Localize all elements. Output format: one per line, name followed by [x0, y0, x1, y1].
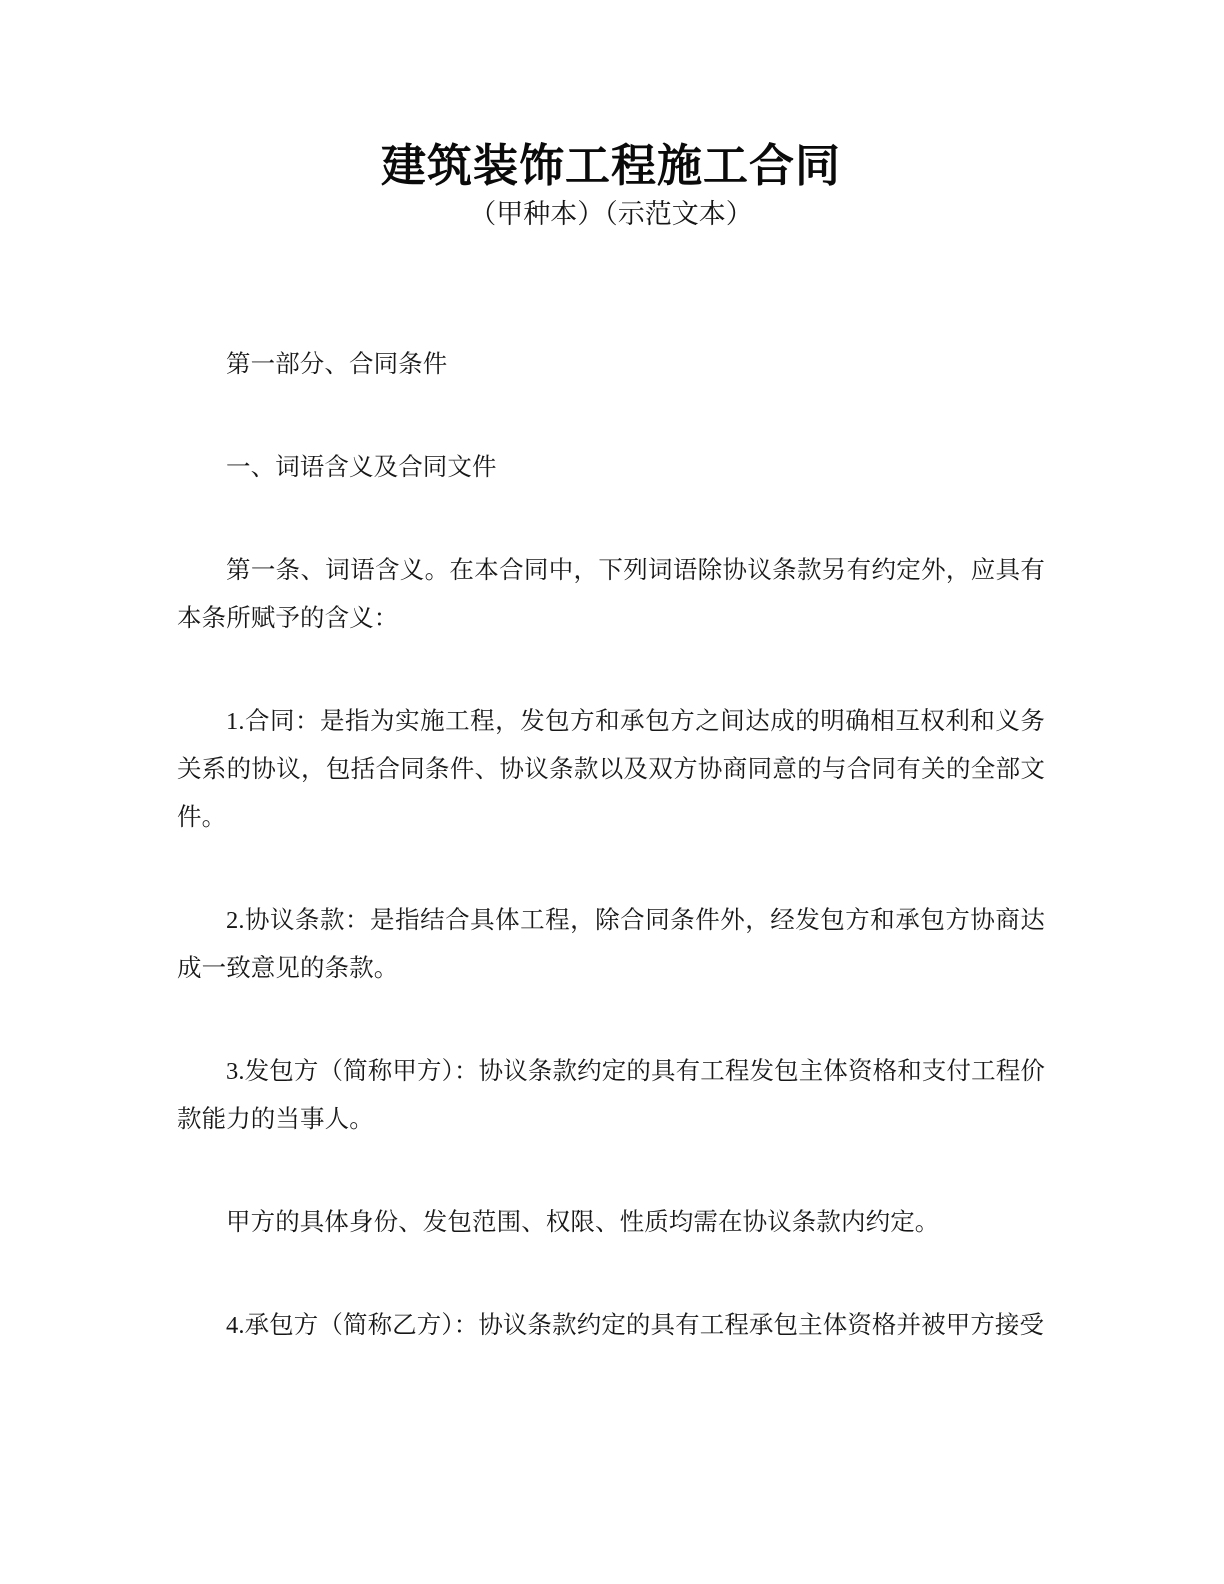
paragraph-item-3-client: 3.发包方（简称甲方）：协议条款约定的具有工程发包主体资格和支付工程价款能力的当事人。	[177, 1058, 1045, 1133]
paragraph-item-2-agreement-terms: 2.协议条款：是指结合具体工程，除合同条件外，经发包方和承包方协商达成一致意见的条款。	[177, 907, 1045, 982]
paragraph-item-4-contractor: 4.承包方（简称乙方）：协议条款约定的具有工程承包主体资格并被甲方接受	[226, 1312, 1045, 1339]
paragraph-article-1-definitions: 第一条、词语含义。在本合同中，下列词语除协议条款另有约定外，应具有本条所赋予的含义：	[177, 557, 1045, 632]
part-heading: 第一部分、合同条件	[226, 351, 448, 378]
paragraph-item-1-contract: 1.合同：是指为实施工程，发包方和承包方之间达成的明确相互权利和义务关系的协议，包括合同条件、协议条款以及双方协商同意的与合同有关的全部文件。	[177, 708, 1045, 831]
title-block	[177, 0, 1045, 233]
section-heading: 一、词语含义及合同文件	[226, 454, 497, 481]
paragraph-item-3-note-client-scope: 甲方的具体身份、发包范围、权限、性质均需在协议条款内约定。	[226, 1209, 940, 1236]
document-body	[177, 341, 1045, 1350]
document-title: 建筑装饰工程施工合同	[380, 139, 841, 192]
document-subtitle: （甲种本）（示范文本）	[469, 199, 753, 229]
page-content-column	[177, 0, 1045, 1350]
